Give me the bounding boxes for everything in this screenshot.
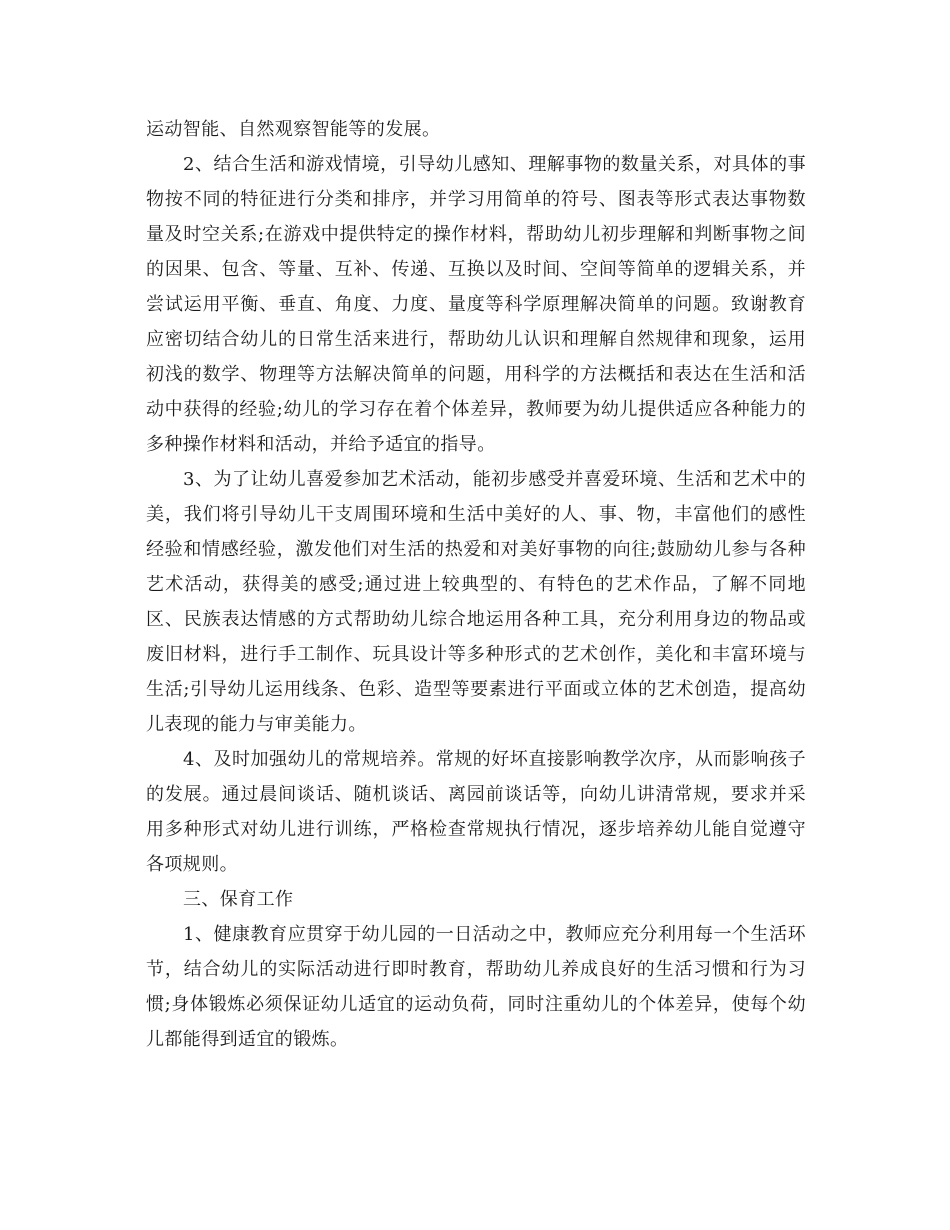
paragraph-childcare-1: 1、健康教育应贯穿于幼儿园的一日活动之中，教师应充分利用每一个生活环节，结合幼儿的实际活动进行即时教育，帮助幼儿养成良好的生活习惯和行为习惯;身体锻炼必须保证幼儿适宜的运动负荷，同时注重幼儿的个体差异，使每个幼儿都能得到适宜的锻炼。	[146, 924, 806, 1050]
paragraph-item-2: 2、结合生活和游戏情境，引导幼儿感知、理解事物的数量关系，对具体的事物按不同的特征进行分类和排序，并学习用简单的符号、图表等形式表达事物数量及时空关系;在游戏中提供特定的操作材料，帮助幼儿初步理解和判断事物之间的因果、包含、等量、互补、传递、互换以及时间、空间等简单的逻辑关系，并尝试运用平衡、垂直、角度、力度、量度等科学原理解决简单的问题。致谢教育应密切结合幼儿的日常生活来进行，帮助幼儿认识和理解自然规律和现象，运用初浅的数学、物理等方法解决简单的问题，用科学的方法概括和表达在生活和活动中获得的经验;幼儿的学习存在着个体差异，教师要为幼儿提供适应各种能力的多种操作材料和活动，并给予适宜的指导。	[146, 154, 806, 455]
document-page	[146, 112, 806, 1057]
section-heading-childcare: 三、保育工作	[183, 889, 294, 910]
paragraph-continuation: 运动智能、自然观察智能等的发展。	[146, 119, 441, 140]
paragraph-item-4: 4、及时加强幼儿的常规培养。常规的好坏直接影响教学次序，从而影响孩子的发展。通过晨间谈话、随机谈话、离园前谈话等，向幼儿讲清常规，要求并采用多种形式对幼儿进行训练，严格检查常规执行情况，逐步培养幼儿能自觉遵守各项规则。	[146, 749, 806, 875]
paragraph-item-3: 3、为了让幼儿喜爱参加艺术活动，能初步感受并喜爱环境、生活和艺术中的美，我们将引导幼儿干支周围环境和生活中美好的人、事、物，丰富他们的感性经验和情感经验，激发他们对生活的热爱和对美好事物的向往;鼓励幼儿参与各种艺术活动，获得美的感受;通过进上较典型的、有特色的艺术作品，了解不同地区、民族表达情感的方式帮助幼儿综合地运用各种工具，充分利用身边的物品或废旧材料，进行手工制作、玩具设计等多种形式的艺术创作，美化和丰富环境与生活;引导幼儿运用线条、色彩、造型等要素进行平面或立体的艺术创造，提高幼儿表现的能力与审美能力。	[146, 469, 806, 735]
